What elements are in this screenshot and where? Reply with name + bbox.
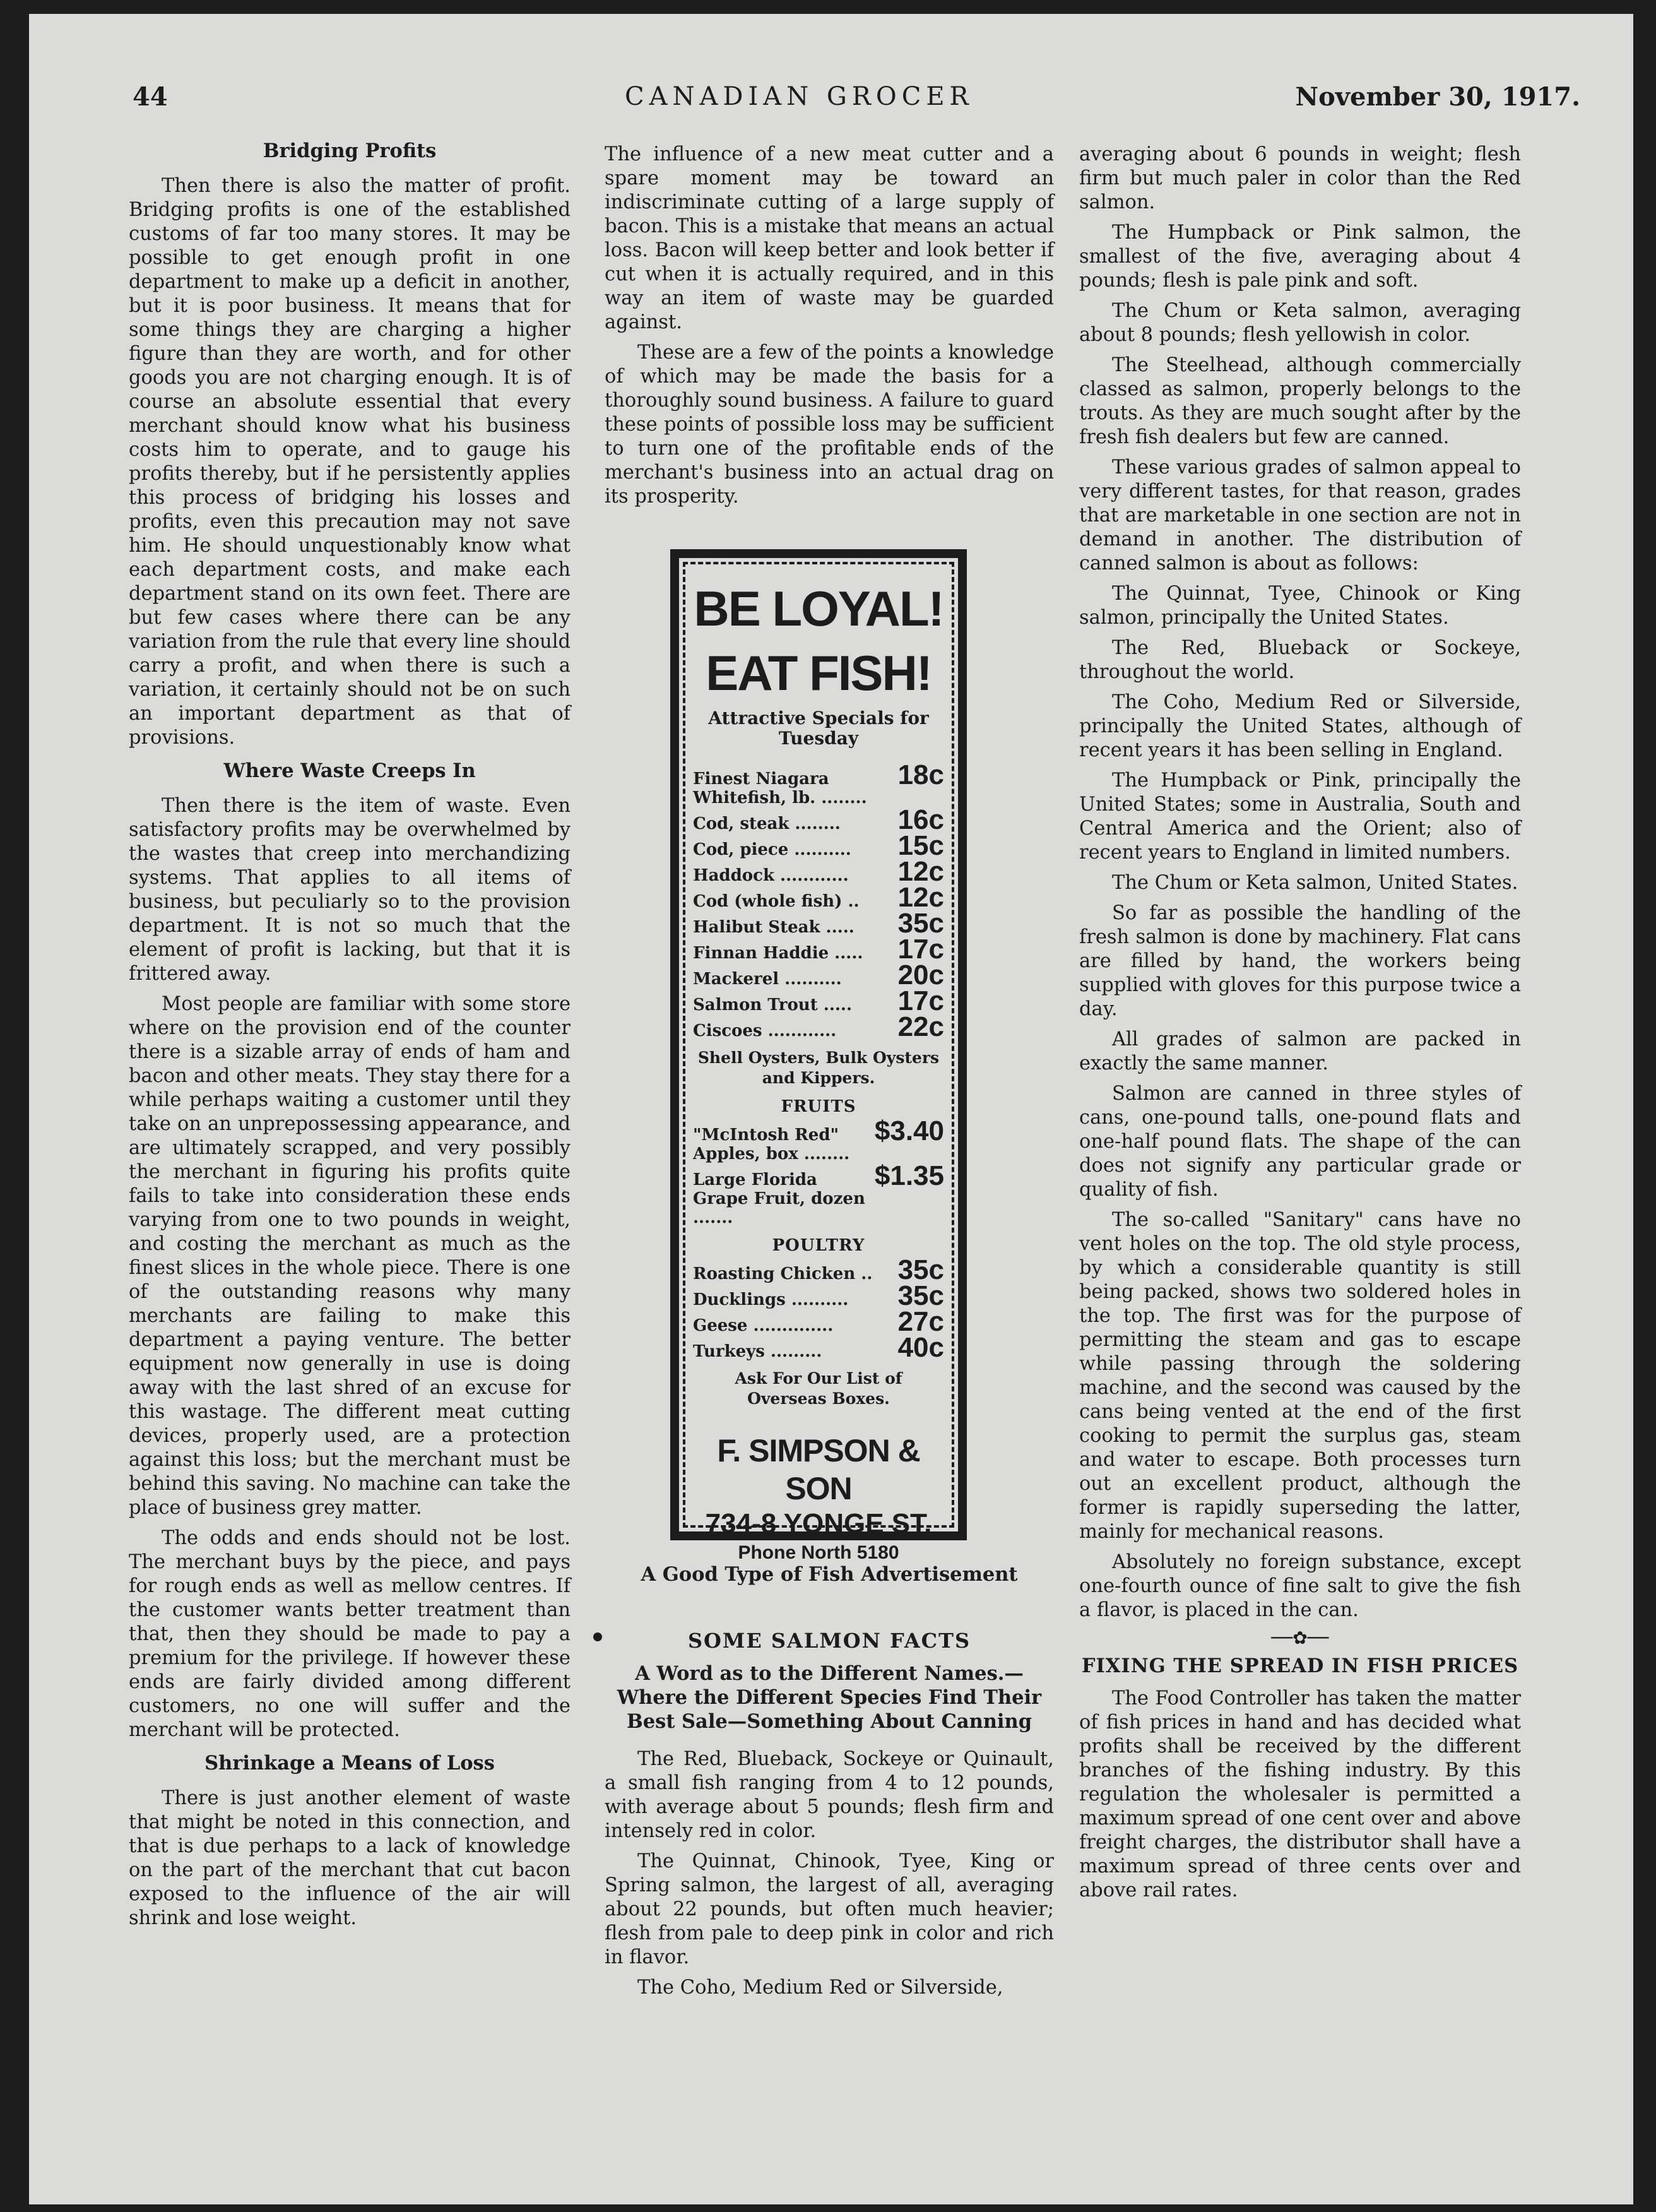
fish-advertisement — [670, 549, 967, 1563]
paragraph: The Humpback or Pink, principally the United States; some in Australia, South and Central America and the Orient; also of recent years to England in limited numbers. — [1079, 770, 1521, 864]
ad-item-price: 18c — [897, 759, 944, 790]
column-middle-salmon — [605, 1629, 1054, 2006]
paragraph: The Quinnat, Chinook, Tyee, King or Spring salmon, the largest of all, averaging about 22 pounds, but often much heavier; flesh from pale to deep pink in color and rich in flavor. — [605, 1850, 1054, 1968]
column-left — [129, 130, 571, 1937]
ad-item-name: Halibut Steak ..... — [693, 918, 855, 937]
ad-phone: Phone North 5180 — [738, 1542, 899, 1563]
paragraph: The Steelhead, although commercially classed as salmon, properly belongs to the trouts. As they are much sought after by the fresh fish dealers but few are canned. — [1079, 354, 1521, 448]
ad-shell-note: Shell Oysters, Bulk Oysters and Kippers. — [697, 1049, 940, 1087]
ad-price-row — [693, 1254, 944, 1285]
ad-price-row — [693, 882, 944, 913]
ad-item-name: Turkeys ......... — [693, 1342, 822, 1361]
heading-fixing-spread: FIXING THE SPREAD IN FISH PRICES — [1081, 1655, 1519, 1677]
paragraph: All grades of salmon are packed in exactly the same manner. — [1079, 1028, 1521, 1074]
paragraph: The Coho, Medium Red or Silverside, — [637, 1977, 1003, 1999]
ad-poultry-list — [693, 1254, 944, 1363]
ad-item-price: 40c — [897, 1332, 944, 1363]
ad-item-price: 22c — [897, 1011, 944, 1042]
ad-item-name: Salmon Trout ..... — [693, 996, 853, 1014]
paragraph: The Coho, Medium Red or Silverside, principally the United States, although of recent years it has been selling in England. — [1079, 691, 1521, 761]
paragraph: The Red, Blueback, Sockeye or Quinault, a small fish ranging from 4 to 12 pounds, with average about 5 pounds; flesh firm and intensely red in color. — [605, 1748, 1054, 1842]
column-right — [1079, 143, 1521, 1909]
ad-item-name: Cod, piece .......... — [693, 840, 851, 859]
paragraph: So far as possible the handling of the fresh salmon is done by machinery. Flat cans are filled by hand, the workers being supplied with gloves for this purpose twice a day. — [1079, 902, 1521, 1020]
paragraph: Absolutely no foreign substance, except one-fourth ounce of fine salt to give the fish a flavor, is placed in the can. — [1079, 1551, 1521, 1621]
ad-firm-name: F. SIMPSON & SON — [717, 1433, 920, 1506]
heading-shrinkage: Shrinkage a Means of Loss — [204, 1752, 495, 1775]
ad-item-name: "McIntosh Red" Apples, box ........ — [693, 1126, 850, 1163]
paragraph: averaging about 6 pounds in weight; flesh firm but much paler in color than the Red salmon. — [1079, 143, 1521, 213]
ad-price-row — [693, 759, 944, 807]
ad-item-name: Ciscoes ............ — [693, 1021, 837, 1040]
ad-price-row — [693, 1011, 944, 1042]
ad-fish-list — [693, 759, 944, 1042]
paragraph: The Food Controller has taken the matter of fish prices in hand and has decided what profits shall be received by the different branches of the fishing industry. By this regulation the wholesaler is permitted a maximum spread of one cent over and above freight charges, the distributor shall have a maximum spread of three cents over and above rail rates. — [1079, 1687, 1521, 1901]
paragraph: The so-called "Sanitary" cans have no vent holes on the top. The old style process, by which a considerable quantity is still being packed, shows two soldered holes in the top. The first was for the purpose of permitting the steam and gas to escape while passing through the soldering machine, and the second was caused by the cans being vented at the end of the first cooking to permit the surplus gas, steam and water to escape. Both processes turn out an excellent product, although the former is rapidly superseding the latter, mainly for mechanical reasons. — [1079, 1209, 1521, 1543]
ad-item-price: 35c — [897, 908, 944, 939]
ad-item-price: 27c — [897, 1306, 944, 1337]
paragraph: Then there is also the matter of profit. Bridging profits is one of the established customs of far too many stores. It may be possible to get enough profit in one department to make up a deficit in another, but it is poor business. It means that for some things they are charging a higher figure than they are worth, and for other goods you are not charging enough. It is of course an absolute essential that every merchant should know what his business costs him to operate, and to gauge his profits thereby, but if he persistently applies this process of bridging his losses and profits, even this precaution may not save him. He should unquestionably know what each department costs, and make each department stand on its own feet. There are but few cases where there can be any variation from the rule that every line should carry a profit, and when there is such a variation, it certainly should not be on such an important department as that of provisions. — [129, 175, 571, 749]
ad-item-price: 16c — [897, 804, 944, 835]
ad-price-row — [693, 804, 944, 835]
ad-item-name: Haddock ............ — [693, 866, 849, 885]
ad-item-price: 20c — [897, 960, 944, 990]
ad-item-name: Finnan Haddie ..... — [693, 944, 863, 963]
ad-item-price: 12c — [897, 856, 944, 887]
ad-item-name: Ducklings .......... — [693, 1290, 849, 1309]
ad-poultry-heading: POULTRY — [772, 1236, 865, 1255]
ad-price-row — [693, 856, 944, 887]
bullet-mark — [593, 1632, 602, 1641]
paragraph: The Chum or Keta salmon, averaging about 8 pounds; flesh yellowish in color. — [1079, 300, 1521, 346]
paragraph: The Chum or Keta salmon, United States. — [1112, 872, 1518, 894]
ad-price-row — [693, 908, 944, 939]
ad-price-row — [693, 1332, 944, 1363]
paragraph: The Red, Blueback or Sockeye, throughout the world. — [1079, 637, 1521, 683]
ad-price-row — [693, 1306, 944, 1337]
ad-fruits-heading: FRUITS — [781, 1097, 856, 1116]
issue-date: November 30, 1917. — [1295, 82, 1580, 112]
ad-headline-be-loyal: BE LOYAL! — [694, 581, 943, 636]
ornament-divider: ──✿── — [1271, 1627, 1329, 1648]
journal-title: CANADIAN GROCER — [625, 82, 974, 111]
ad-price-row — [693, 934, 944, 965]
salmon-subheading: A Word as to the Different Names.— Where the Different Species Find Their Best Sale—Something About Canning — [617, 1662, 1042, 1733]
heading-where-waste-creeps-in: Where Waste Creeps In — [223, 759, 476, 782]
ad-price-row — [693, 1115, 944, 1163]
ad-price-row — [693, 1280, 944, 1311]
ad-item-name: Cod (whole fish) .. — [693, 892, 860, 911]
ad-item-name: Roasting Chicken .. — [693, 1264, 873, 1283]
paragraph: The Quinnat, Tyee, Chinook or King salmon, principally the United States. — [1079, 583, 1521, 629]
paragraph: The influence of a new meat cutter and a spare moment may be toward an indiscriminate cutting of a large supply of bacon. This is a mistake that means an actual loss. Bacon will keep better and look better if cut when it is actually required, and in this way an item of waste may be guarded against. — [605, 143, 1054, 333]
paragraph: There is just another element of waste that might be noted in this connection, and that is due perhaps to a lack of knowledge on the part of the merchant that cut bacon exposed to the influence of the air will shrink and lose weight. — [129, 1787, 571, 1929]
ad-item-price: 35c — [897, 1254, 944, 1285]
ad-overseas-note: Ask For Our List of Overseas Boxes. — [735, 1369, 902, 1408]
paragraph: These are a few of the points a knowledge of which may be made the basis for a thoroughly sound business. A failure to guard these points of possible loss may be sufficient to turn one of the profitable ends of the merchant's business into an actual drag on its prosperity. — [605, 342, 1054, 508]
ad-address: 734-8 YONGE ST. — [705, 1508, 932, 1539]
ad-item-price: 15c — [897, 830, 944, 861]
ad-price-row — [693, 960, 944, 990]
paragraph: Most people are familiar with some store where on the provision end of the counter there is a sizable array of ends of ham and bacon and other meats. They stay there for a while perhaps waiting a customer until they take on an unprepossessing appearance, and are ultimately scrapped, and very possibly the merchant in figuring his profits quite fails to take into consideration these ends varying from one to two pounds in weight, and costing the merchant as much as the finest slices in the whole piece. There is one of the outstanding reasons why many merchants are failing to make this department a paying venture. The better equipment now generally in use is doing away with the last shred of an excuse for this wastage. The different meat cutting devices, properly used, are a protection against this loss; but the merchant must be behind this saving. No machine can take the place of business grey matter. — [129, 993, 571, 1519]
paragraph: The Humpback or Pink salmon, the smallest of the five, averaging about 4 pounds; flesh is pale pink and soft. — [1079, 222, 1521, 292]
paragraph: Then there is the item of waste. Even satisfactory profits may be overwhelmed by the wastes that creep into merchandizing systems. That applies to all items of business, but peculiarly so to the provision department. It is not so much that the element of profit is lacking, but that it is frittered away. — [129, 795, 571, 985]
paragraph: Salmon are canned in three styles of cans, one-pound talls, one-pound flats and one-half pound flats. The shape of the can does not signify any particular grade or quality of fish. — [1079, 1083, 1521, 1201]
ad-item-price: 35c — [897, 1280, 944, 1311]
ad-item-name: Geese .............. — [693, 1316, 834, 1335]
ad-item-price: 17c — [897, 985, 944, 1016]
ad-headline-eat-fish: EAT FISH! — [706, 645, 932, 701]
ad-item-price: $1.35 — [874, 1160, 944, 1191]
ad-item-price: 12c — [897, 882, 944, 913]
ad-item-price: 17c — [897, 934, 944, 965]
ad-fruit-list — [693, 1115, 944, 1227]
ad-item-name: Large Florida Grape Fruit, dozen ....... — [693, 1170, 865, 1227]
paragraph: The odds and ends should not be lost. The merchant buys by the piece, and pays for rough ends as well as mellow centres. If the customer wants better treatment than that, then they should be made to pay a premium for the privilege. If however these ends are fairly divided among different customers, no one will suffer and the merchant will be protected. — [129, 1527, 571, 1741]
ad-price-row — [693, 985, 944, 1016]
heading-salmon-facts: SOME SALMON FACTS — [687, 1629, 971, 1653]
heading-bridging-profits: Bridging Profits — [263, 140, 437, 162]
ad-item-name: Mackerel .......... — [693, 970, 842, 989]
ad-caption: A Good Type of Fish Advertisement — [641, 1563, 1018, 1586]
ad-item-name: Finest Niagara Whitefish, lb. ........ — [693, 770, 867, 807]
paragraph: These various grades of salmon appeal to very different tastes, for that reason, grades that are marketable in one section are not in demand in another. The distribution of canned salmon is about as follows: — [1079, 456, 1521, 574]
column-middle — [605, 143, 1054, 515]
ad-price-row — [693, 830, 944, 861]
ad-item-price: $3.40 — [874, 1115, 944, 1146]
page-number: 44 — [133, 82, 168, 112]
ad-price-row — [693, 1160, 944, 1227]
ad-specials: Attractive Specials for Tuesday — [708, 708, 929, 749]
ad-item-name: Cod, steak ........ — [693, 814, 841, 833]
